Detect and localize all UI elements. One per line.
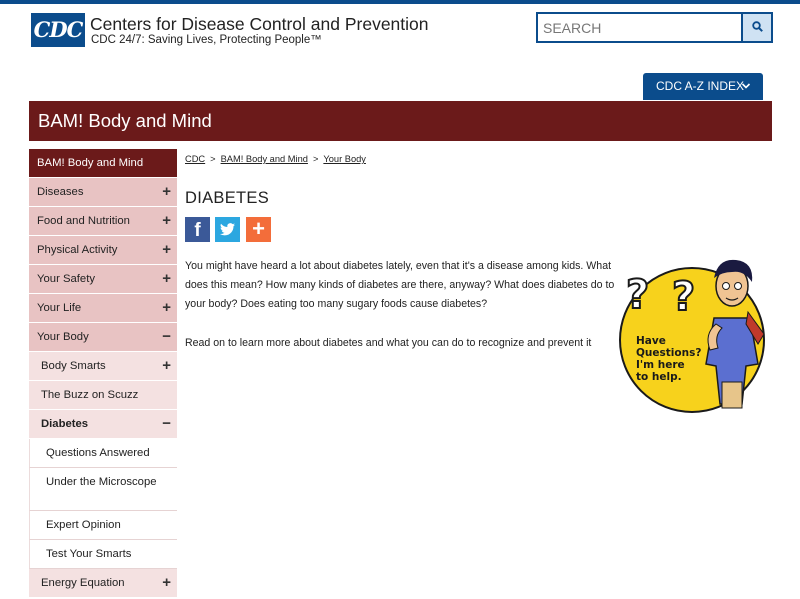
site-title[interactable]: Centers for Disease Control and Prevention: [90, 14, 429, 34]
sidebar-item-food-and-nutrition[interactable]: [29, 207, 177, 236]
sidebar-item-bam-home[interactable]: [29, 149, 177, 178]
search-button[interactable]: [741, 14, 771, 41]
read-on-paragraph: Read on to learn more about diabetes and what you can do to recognize and prevent it: [185, 337, 592, 349]
banner-title[interactable]: BAM! Body and Mind: [38, 110, 212, 131]
twitter-icon: [215, 217, 240, 242]
sidebar-item-questions-answered[interactable]: [29, 439, 177, 468]
breadcrumb-link-your-body[interactable]: Your Body: [323, 154, 366, 164]
sidebar-item-your-body[interactable]: [29, 323, 177, 352]
sidebar-item-label: Physical Activity: [37, 244, 118, 256]
sidebar-item-label: Questions Answered: [46, 447, 150, 459]
sidebar-item-label: Your Body: [37, 331, 89, 343]
breadcrumb-separator: >: [312, 154, 319, 164]
expand-plus-icon[interactable]: +: [162, 212, 171, 229]
add-share-button[interactable]: [246, 217, 271, 242]
svg-text:?: ?: [626, 272, 650, 318]
sidebar-item-label: Energy Equation: [41, 577, 125, 589]
sidebar-item-label: Under the Microscope: [46, 476, 157, 488]
expand-plus-icon[interactable]: +: [162, 357, 171, 374]
sidebar-item-label: Test Your Smarts: [46, 548, 132, 560]
sidebar-item-label: Body Smarts: [41, 360, 106, 372]
expand-plus-icon[interactable]: +: [162, 299, 171, 316]
sidebar-item-buzz-on-scuzz[interactable]: [29, 381, 177, 410]
breadcrumb-separator: >: [210, 154, 216, 164]
breadcrumb-link-bam[interactable]: BAM! Body and Mind: [220, 154, 308, 164]
have-questions-illustration: [618, 254, 770, 414]
bubble-line-3: I'm here: [636, 359, 685, 371]
sidebar-item-diseases[interactable]: [29, 178, 177, 207]
expand-plus-icon[interactable]: +: [162, 183, 171, 200]
sidebar-item-diabetes[interactable]: [29, 410, 177, 439]
expand-plus-icon[interactable]: +: [162, 574, 171, 591]
site-tagline: CDC 24/7: Saving Lives, Protecting People™: [91, 34, 322, 46]
facebook-icon: f: [194, 220, 201, 241]
collapse-minus-icon[interactable]: −: [162, 415, 171, 432]
bubble-line-2: Questions?: [636, 347, 702, 359]
plus-icon: +: [252, 216, 265, 241]
twitter-share-button[interactable]: [215, 217, 240, 242]
svg-text:?: ?: [672, 274, 696, 320]
bubble-line-1: Have: [636, 335, 666, 347]
page-title: DIABETES: [185, 189, 270, 207]
expand-plus-icon[interactable]: +: [162, 241, 171, 258]
sidebar-item-expert-opinion[interactable]: [29, 511, 177, 540]
bubble-line-4: to help.: [636, 371, 682, 383]
sidebar-item-physical-activity[interactable]: [29, 236, 177, 265]
sidebar-item-label: Your Life: [37, 302, 82, 314]
sidebar-item-label: Diseases: [37, 186, 84, 198]
sidebar-item-label: The Buzz on Scuzz: [41, 389, 139, 401]
search-input[interactable]: [538, 14, 741, 41]
sidebar-nav: [29, 149, 177, 598]
az-index-button[interactable]: [643, 73, 763, 100]
az-index-label: CDC A-Z INDEX: [656, 79, 745, 93]
sidebar-item-label: Food and Nutrition: [37, 215, 130, 227]
sidebar-item-label: Expert Opinion: [46, 519, 121, 531]
sidebar-item-your-life[interactable]: [29, 294, 177, 323]
sidebar-item-under-the-microscope[interactable]: [29, 468, 177, 511]
sidebar-item-label: Your Safety: [37, 273, 95, 285]
sidebar-item-body-smarts[interactable]: [29, 352, 177, 381]
collapse-minus-icon[interactable]: −: [162, 328, 171, 345]
facebook-share-button[interactable]: [185, 217, 210, 242]
sidebar-item-your-safety[interactable]: [29, 265, 177, 294]
search-icon: [752, 21, 763, 32]
sidebar-item-label: Diabetes: [41, 418, 89, 430]
sidebar-item-energy-equation[interactable]: [29, 569, 177, 598]
intro-paragraph: You might have heard a lot about diabetes lately, even that it's a disease among kids. What does this mean? How many kinds of diabetes are there, anyway? What does diabetes do to your body? Does eating too many sugary foods cause diabetes?: [185, 260, 615, 310]
expand-plus-icon[interactable]: +: [162, 270, 171, 287]
sidebar-item-test-your-smarts[interactable]: [29, 540, 177, 569]
site-banner: [29, 101, 772, 141]
chevron-down-icon: [741, 81, 751, 91]
top-accent-bar: [0, 0, 800, 4]
search-box: [536, 12, 773, 43]
breadcrumb-link-cdc[interactable]: CDC: [185, 154, 206, 164]
breadcrumb: [185, 154, 366, 164]
sidebar-item-label: BAM! Body and Mind: [37, 157, 144, 169]
cdc-logo[interactable]: CDC: [31, 13, 85, 47]
